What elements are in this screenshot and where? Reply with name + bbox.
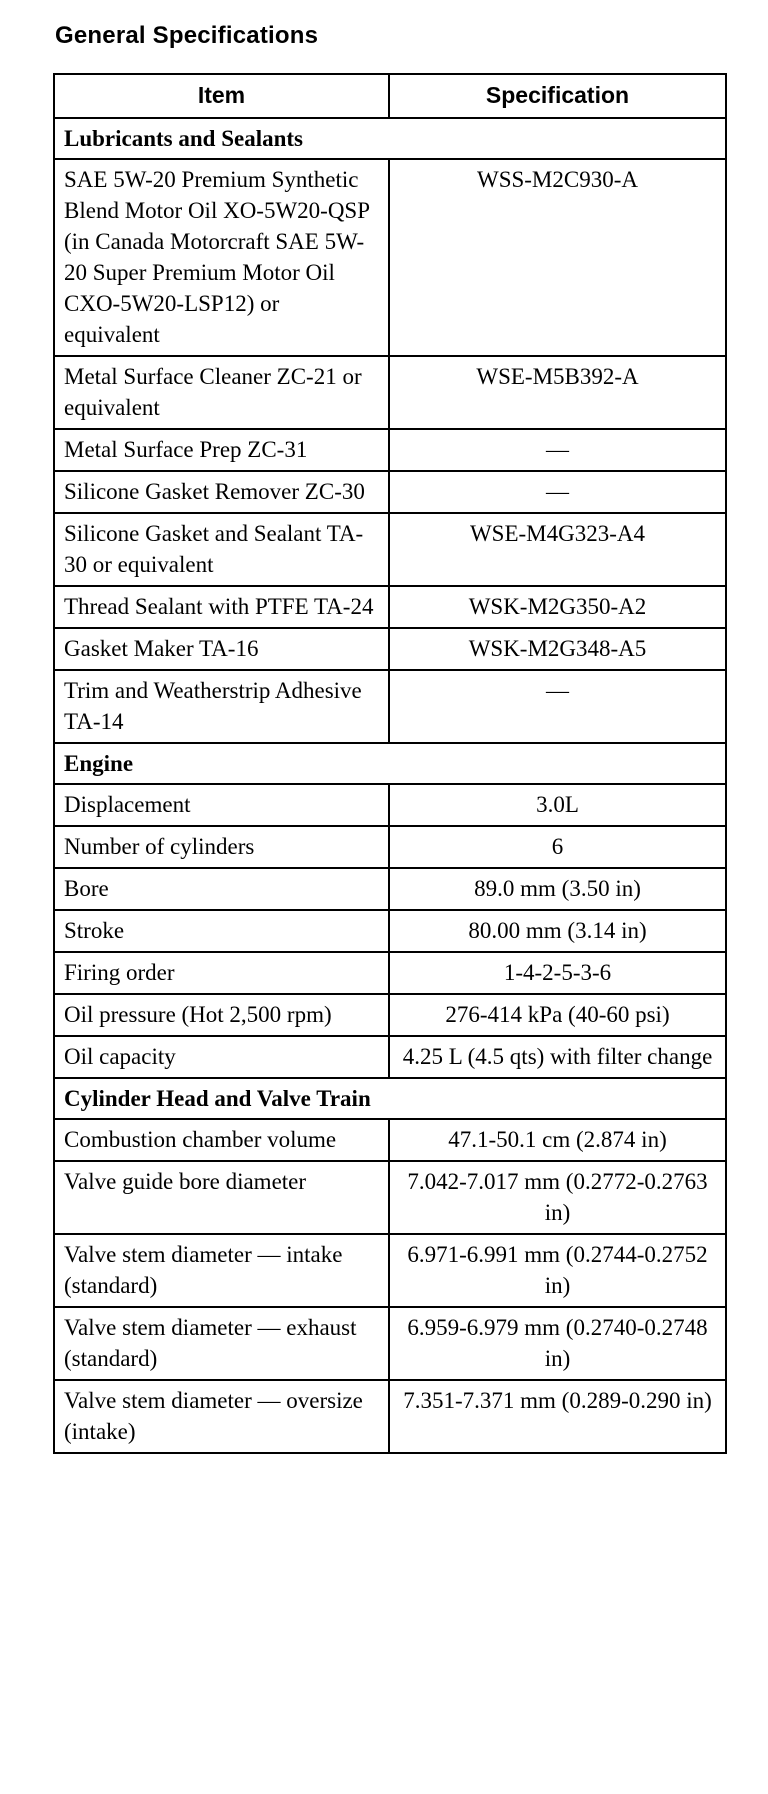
item-cell: Metal Surface Prep ZC-31 xyxy=(54,429,389,471)
spec-cell: 7.042-7.017 mm (0.2772-0.2763 in) xyxy=(389,1161,726,1234)
spec-cell: WSK-M2G348-A5 xyxy=(389,628,726,670)
item-cell: Silicone Gasket and Sealant TA-30 or equivalent xyxy=(54,513,389,586)
item-cell: Thread Sealant with PTFE TA-24 xyxy=(54,586,389,628)
item-cell: Valve stem diameter — exhaust (standard) xyxy=(54,1307,389,1380)
spec-cell: WSK-M2G350-A2 xyxy=(389,586,726,628)
spec-cell: — xyxy=(389,429,726,471)
table-row xyxy=(54,1307,726,1380)
section-heading: Cylinder Head and Valve Train xyxy=(54,1078,726,1119)
item-cell: Displacement xyxy=(54,784,389,826)
item-cell: Trim and Weatherstrip Adhesive TA-14 xyxy=(54,670,389,743)
table-row xyxy=(54,910,726,952)
table-row xyxy=(54,513,726,586)
table-row xyxy=(54,159,726,356)
spec-cell: 6 xyxy=(389,826,726,868)
spec-cell: WSE-M5B392-A xyxy=(389,356,726,429)
page-title: General Specifications xyxy=(55,22,319,49)
spec-cell: 80.00 mm (3.14 in) xyxy=(389,910,726,952)
section-heading: Engine xyxy=(54,743,726,784)
spec-cell: 89.0 mm (3.50 in) xyxy=(389,868,726,910)
item-cell: Valve stem diameter — oversize (intake) xyxy=(54,1380,389,1453)
spec-cell: — xyxy=(389,670,726,743)
item-cell: Gasket Maker TA-16 xyxy=(54,628,389,670)
column-header-item: Item xyxy=(54,74,389,118)
table-row xyxy=(54,471,726,513)
item-cell: Stroke xyxy=(54,910,389,952)
spec-cell: WSE-M4G323-A4 xyxy=(389,513,726,586)
table-row xyxy=(54,1036,726,1078)
item-cell: SAE 5W-20 Premium Synthetic Blend Motor Oil XO-5W20-QSP (in Canada Motorcraft SAE 5W-20 Super Premium Motor Oil CXO-5W20-LSP12) or equivalent xyxy=(54,159,389,356)
item-cell: Combustion chamber volume xyxy=(54,1119,389,1161)
table-row xyxy=(54,429,726,471)
table-row xyxy=(54,1161,726,1234)
section-row-lubricants xyxy=(54,118,726,159)
spec-cell: 276-414 kPa (40-60 psi) xyxy=(389,994,726,1036)
spec-cell: 6.971-6.991 mm (0.2744-0.2752 in) xyxy=(389,1234,726,1307)
table-row xyxy=(54,586,726,628)
table-row xyxy=(54,356,726,429)
table-row xyxy=(54,952,726,994)
table-row xyxy=(54,994,726,1036)
section-heading: Lubricants and Sealants xyxy=(54,118,726,159)
table-row xyxy=(54,1380,726,1453)
table-row xyxy=(54,628,726,670)
item-cell: Bore xyxy=(54,868,389,910)
item-cell: Valve stem diameter — intake (standard) xyxy=(54,1234,389,1307)
spec-cell: 7.351-7.371 mm (0.289-0.290 in) xyxy=(389,1380,726,1453)
specifications-table xyxy=(53,73,727,1454)
spec-cell: — xyxy=(389,471,726,513)
spec-cell: WSS-M2C930-A xyxy=(389,159,726,356)
spec-cell: 6.959-6.979 mm (0.2740-0.2748 in) xyxy=(389,1307,726,1380)
item-cell: Number of cylinders xyxy=(54,826,389,868)
table-row xyxy=(54,868,726,910)
item-cell: Oil capacity xyxy=(54,1036,389,1078)
column-header-specification: Specification xyxy=(389,74,726,118)
spec-cell: 3.0L xyxy=(389,784,726,826)
table-row xyxy=(54,826,726,868)
table-row xyxy=(54,670,726,743)
item-cell: Firing order xyxy=(54,952,389,994)
spec-cell: 47.1-50.1 cm (2.874 in) xyxy=(389,1119,726,1161)
table-row xyxy=(54,1119,726,1161)
section-row-cylinder-head xyxy=(54,1078,726,1119)
item-cell: Silicone Gasket Remover ZC-30 xyxy=(54,471,389,513)
item-cell: Metal Surface Cleaner ZC-21 or equivalent xyxy=(54,356,389,429)
table-row xyxy=(54,1234,726,1307)
spec-cell: 1-4-2-5-3-6 xyxy=(389,952,726,994)
table-header-row xyxy=(54,74,726,118)
item-cell: Oil pressure (Hot 2,500 rpm) xyxy=(54,994,389,1036)
section-row-engine xyxy=(54,743,726,784)
spec-cell: 4.25 L (4.5 qts) with filter change xyxy=(389,1036,726,1078)
table-row xyxy=(54,784,726,826)
item-cell: Valve guide bore diameter xyxy=(54,1161,389,1234)
